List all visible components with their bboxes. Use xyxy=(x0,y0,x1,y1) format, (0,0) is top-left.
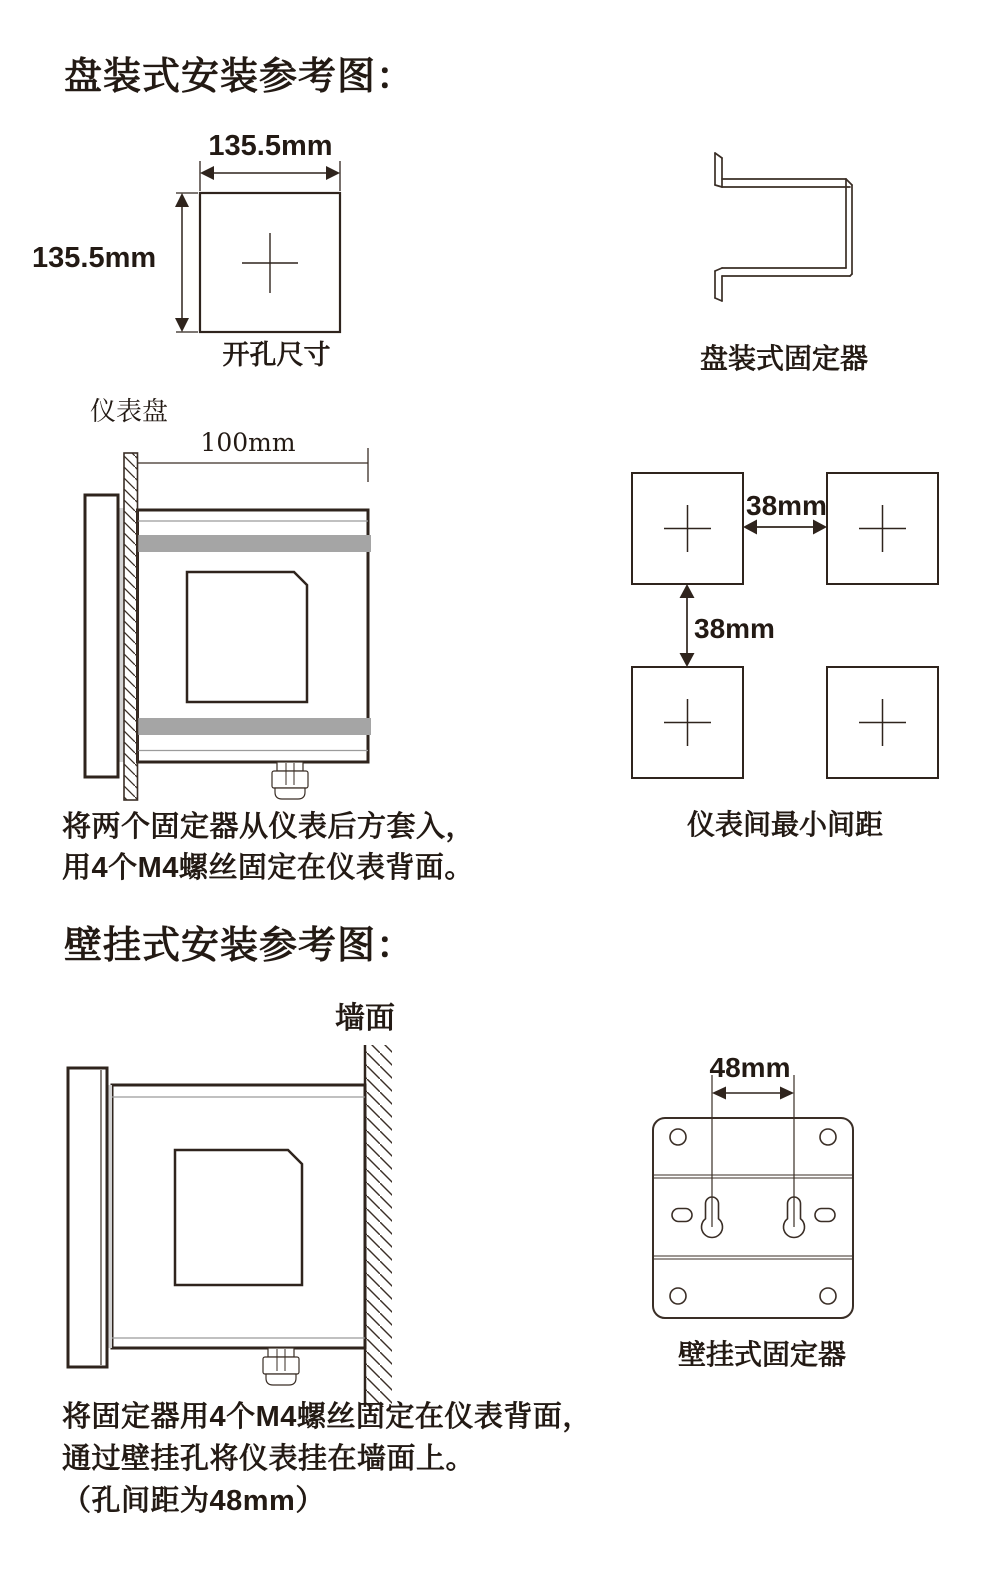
plate-dim-label: 48mm xyxy=(709,1052,791,1083)
spacing-caption: 仪表间最小间距 xyxy=(686,809,883,840)
panel-section-title: 盘装式安装参考图： xyxy=(64,56,416,98)
panel-note-line-2: 用4个M4螺丝固定在仪表背面。 xyxy=(62,852,474,884)
cutout-caption: 开孔尺寸 xyxy=(222,340,331,370)
cable-gland-icon xyxy=(263,1348,299,1385)
wall-note-line-3: （孔间距为48mm） xyxy=(62,1485,325,1517)
wall-note-line-1: 将固定器用4个M4螺丝固定在仪表背面， xyxy=(62,1401,592,1433)
panel-note-line-1: 将两个固定器从仪表后方套入， xyxy=(62,811,476,843)
plate-dim-arrow-icon xyxy=(712,1087,794,1100)
panel-bracket-caption: 盘装式固定器 xyxy=(699,343,868,374)
wall-surface-label: 墙面 xyxy=(335,1002,395,1035)
wall-sideview-diagram xyxy=(55,1040,405,1412)
terminal-cover xyxy=(175,1150,302,1285)
spacing-h-dim-label: 38mm xyxy=(746,490,827,521)
fixer-band-top xyxy=(138,535,372,552)
front-bezel xyxy=(85,495,118,777)
bracket-icon xyxy=(715,153,852,301)
cutout-diagram xyxy=(160,155,355,340)
cable-gland-icon xyxy=(272,762,308,799)
wall-hatch xyxy=(365,1045,392,1407)
panel-bracket-diagram xyxy=(700,145,870,315)
wall-plate-diagram xyxy=(645,1050,870,1280)
cutout-top-dim-label: 135.5mm xyxy=(208,130,333,162)
fixer-band-bottom xyxy=(138,718,372,735)
wall-section-title: 壁挂式安装参考图： xyxy=(64,925,416,967)
v-spacing-arrow-icon xyxy=(680,584,695,667)
cutout-left-dim-label: 135.5mm xyxy=(32,242,157,274)
spacing-v-dim-label: 38mm xyxy=(694,613,775,644)
depth-dim-label: 100mm xyxy=(200,428,296,457)
center-cross-icon xyxy=(242,233,298,293)
panel-board-label: 仪表盘 xyxy=(90,397,169,427)
panel-cross-section xyxy=(124,453,138,800)
height-dim-arrow-icon xyxy=(175,193,189,332)
width-dim-arrow-icon xyxy=(200,166,340,180)
wall-plate-caption: 壁挂式固定器 xyxy=(677,1339,846,1370)
terminal-cover xyxy=(187,572,307,702)
panel-sideview-diagram xyxy=(80,445,380,805)
wall-note-line-2: 通过壁挂孔将仪表挂在墙面上。 xyxy=(62,1443,476,1475)
